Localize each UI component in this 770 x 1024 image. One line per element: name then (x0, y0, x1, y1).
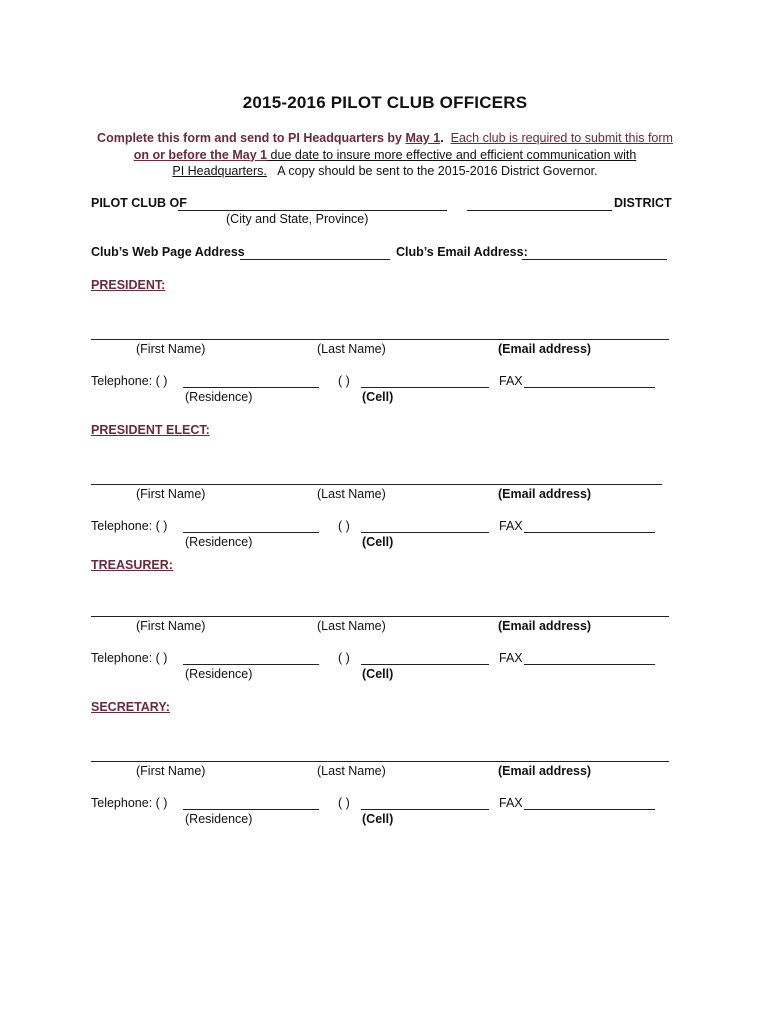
secretary-residence-phone-field[interactable] (183, 809, 319, 810)
fax-label: FAX (499, 374, 523, 388)
fax-label: FAX (499, 796, 523, 810)
instruction-requirement: Each club is required to submit this form (450, 131, 673, 145)
cell-label: (Cell) (362, 667, 394, 681)
telephone-label: Telephone: ( ) (91, 519, 168, 533)
section-president-elect: PRESIDENT ELECT: (91, 423, 210, 437)
city-state-hint: (City and State, Province) (226, 212, 369, 226)
telephone-label: Telephone: ( ) (91, 796, 168, 810)
club-email-field[interactable] (522, 259, 667, 260)
fax-label: FAX (499, 651, 523, 665)
treasurer-cell-phone-field[interactable] (361, 664, 489, 665)
pilot-club-of-label: PILOT CLUB OF (91, 196, 187, 210)
instruction-deadline: on or before the May 1 (133, 147, 268, 162)
first-name-label: (First Name) (136, 342, 206, 356)
president-elect-residence-phone-field[interactable] (183, 532, 319, 533)
president-name-email-field[interactable] (91, 339, 669, 340)
president-residence-phone-field[interactable] (183, 387, 319, 388)
email-address-label: (Email address) (498, 342, 592, 356)
last-name-label: (Last Name) (317, 342, 386, 356)
last-name-label: (Last Name) (317, 487, 386, 501)
web-page-label: Club’s Web Page Address (91, 245, 245, 259)
president-cell-phone-field[interactable] (361, 387, 489, 388)
treasurer-name-email-field[interactable] (91, 616, 669, 617)
treasurer-fax-field[interactable] (524, 664, 655, 665)
president-elect-cell-phone-field[interactable] (361, 532, 489, 533)
cell-label: (Cell) (362, 812, 394, 826)
district-field[interactable] (467, 210, 612, 211)
secretary-cell-phone-field[interactable] (361, 809, 489, 810)
first-name-label: (First Name) (136, 764, 206, 778)
instruction-reason: due date to insure more effective and efficient communication with (267, 147, 637, 162)
cell-paren: ( ) (338, 796, 350, 810)
cell-label: (Cell) (362, 390, 394, 404)
telephone-label: Telephone: ( ) (91, 651, 168, 665)
cell-paren: ( ) (338, 519, 350, 533)
treasurer-residence-phone-field[interactable] (183, 664, 319, 665)
instruction-copy: A copy should be sent to the 2015-2016 District Governor. (277, 164, 598, 178)
residence-label: (Residence) (185, 812, 253, 826)
secretary-name-email-field[interactable] (91, 761, 669, 762)
due-date: May 1 (405, 131, 441, 145)
residence-label: (Residence) (185, 390, 253, 404)
instructions (60, 130, 710, 180)
instruction-bold: Complete this form and send to PI Headquarters by (97, 131, 406, 145)
last-name-label: (Last Name) (317, 619, 386, 633)
web-page-field[interactable] (240, 259, 390, 260)
pilot-club-city-field[interactable] (178, 210, 447, 211)
last-name-label: (Last Name) (317, 764, 386, 778)
email-address-label: (Email address) (498, 764, 592, 778)
cell-paren: ( ) (338, 374, 350, 388)
email-address-label: (Email address) (498, 619, 592, 633)
residence-label: (Residence) (185, 667, 253, 681)
cell-label: (Cell) (362, 535, 394, 549)
instruction-period: . (440, 131, 444, 145)
residence-label: (Residence) (185, 535, 253, 549)
cell-paren: ( ) (338, 651, 350, 665)
first-name-label: (First Name) (136, 619, 206, 633)
district-label: DISTRICT (614, 196, 672, 210)
section-secretary: SECRETARY: (91, 700, 170, 714)
president-elect-name-email-field[interactable] (91, 484, 662, 485)
club-email-label: Club’s Email Address: (396, 245, 528, 259)
instruction-hq: PI Headquarters. (172, 164, 267, 178)
president-elect-fax-field[interactable] (524, 532, 655, 533)
email-address-label: (Email address) (498, 487, 592, 501)
page-title: 2015-2016 PILOT CLUB OFFICERS (242, 93, 528, 112)
president-fax-field[interactable] (524, 387, 655, 388)
fax-label: FAX (499, 519, 523, 533)
section-treasurer: TREASURER: (91, 558, 173, 572)
first-name-label: (First Name) (136, 487, 206, 501)
section-president: PRESIDENT: (91, 278, 166, 292)
secretary-fax-field[interactable] (524, 809, 655, 810)
telephone-label: Telephone: ( ) (91, 374, 168, 388)
